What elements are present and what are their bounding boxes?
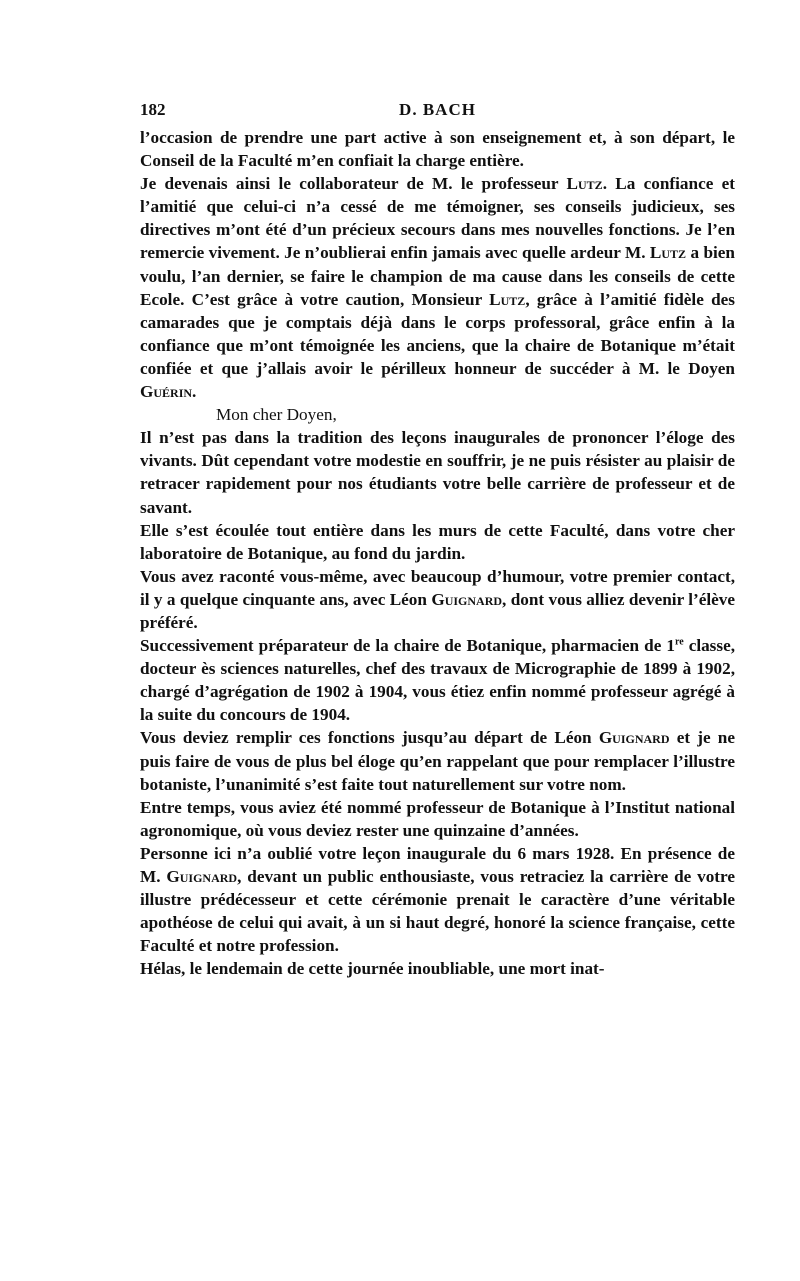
author-name: Guignard: [598, 728, 670, 748]
paragraph: Successivement préparateur de la chaire de Botanique, pharmacien de 1re classe, docteur ès sciences naturelles, chef des travaux de Micrographie de 1899 à 1902, chargé d’agrégation de 1902 à 1904, vous étiez enfin nommé professeur agrégé à la suite du concours de 1904.: [140, 636, 735, 725]
paragraph: Hélas, le lendemain de cette journée inoubliable, une mort inat-: [140, 959, 605, 979]
author-name: Guignard: [431, 589, 503, 609]
paragraph: Entre temps, vous aviez été nommé professeur de Botanique à l’Institut national agronomique, où vous deviez rester une quinzaine d’années.: [140, 797, 735, 840]
author-name: Lutz: [489, 289, 526, 309]
salutation: Mon cher Doyen,: [216, 405, 337, 425]
paragraph: l’occasion de prendre une part active à son enseignement et, à son départ, le Conseil de la Faculté m’en confiait la charge entière.: [140, 128, 735, 171]
page-header: [140, 100, 735, 126]
author-name: Lutz: [649, 243, 687, 263]
paragraph: Personne ici n’a oublié votre leçon inaugurale du 6 mars 1928. En présence de M. Guignard, devant un public enthousiaste, vous retraciez la carrière de votre illustre prédécesseur et cette cérémonie prenait le caractère d’une véritable apothéose de celui qui avait, à un si haut degré, honoré la science française, cette Faculté et notre profession.: [140, 843, 735, 956]
paragraph: Je devenais ainsi le collaborateur de M. le professeur Lutz. La confiance et l’amitié que celui-ci n’a cessé de me témoigner, ses conseils judicieux, ses directives m’ont été d’un précieux secours dans mes nouvelles fonctions. Je l’en remercie vivement. Je n’oublierai enfin jamais avec quelle ardeur M. Lutz a bien voulu, l’an dernier, se faire le champion de ma cause dans les conseils de cette Ecole. C’est grâce à votre caution, Monsieur Lutz, grâce à l’amitié fidèle des camarades que je comptais déjà dans le corps professoral, grâce enfin à la confiance que m’ont témoignée les anciens, que la chaire de Botanique m’était confiée et que j’allais avoir le périlleux honneur de succéder à M. le Doyen Guérin.: [140, 174, 735, 402]
page-number: 182: [140, 100, 166, 119]
superscript: re: [674, 636, 684, 648]
running-head: D. BACH: [399, 100, 476, 119]
paragraph: Elle s’est écoulée tout entière dans les murs de cette Faculté, dans votre cher laboratoire de Botanique, au fond du jardin.: [140, 520, 735, 563]
author-name: Lutz: [566, 174, 603, 194]
document-page: [140, 100, 735, 980]
body-text: [140, 126, 735, 980]
author-name: Guignard: [166, 867, 238, 886]
author-name: Guérin: [140, 382, 193, 402]
paragraph: Il n’est pas dans la tradition des leçons inaugurales de prononcer l’éloge des vivants. Dût cependant votre modestie en souffrir, je ne puis résister au plaisir de retracer rapidement pour nos étudiants votre belle carrière de professeur et de savant.: [140, 428, 735, 517]
paragraph: Vous deviez remplir ces fonctions jusqu’au départ de Léon Guignard et je ne puis faire de vous de plus bel éloge qu’en rappelant que pour remplacer l’illustre botaniste, l’unanimité s’est faite tout naturellement sur votre nom.: [140, 728, 735, 794]
paragraph: Vous avez raconté vous-même, avec beaucoup d’humour, votre premier contact, il y a quelque cinquante ans, avec Léon Guignard, dont vous alliez devenir l’élève préféré.: [140, 566, 735, 632]
